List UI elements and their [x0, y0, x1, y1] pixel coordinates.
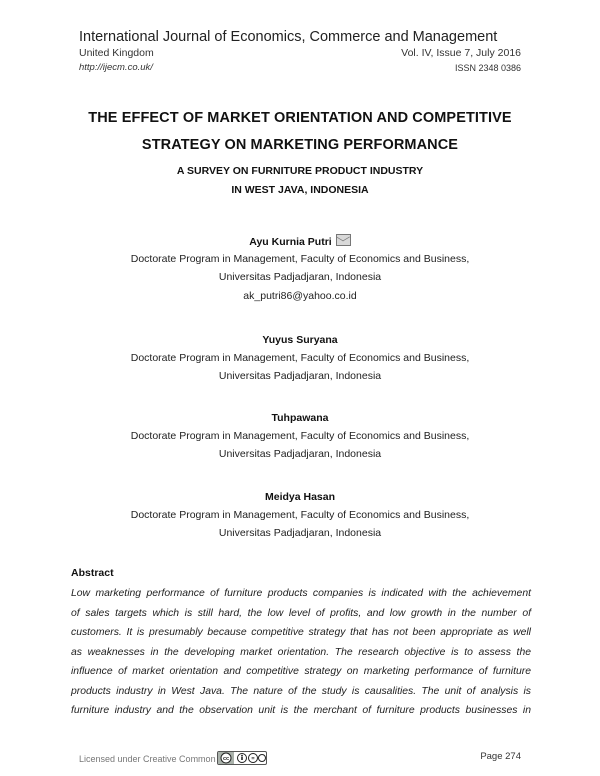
author-affiliation: Universitas Padjadjaran, Indonesia [218, 271, 382, 283]
page-number: Page 274 [480, 751, 521, 762]
paper-title-line2: STRATEGY ON MARKETING PERFORMANCE [141, 137, 459, 153]
abstract-line: Low marketing performance of furniture products companies is indicated with the achievement [71, 588, 531, 599]
author-affiliation: Universitas Padjadjaran, Indonesia [218, 527, 382, 539]
mail-icon[interactable] [336, 234, 351, 246]
author-affiliation: Doctorate Program in Management, Faculty of Economics and Business, [130, 509, 470, 521]
author-name: Tuhpawana [271, 412, 329, 424]
country: United Kingdom [79, 47, 154, 59]
creative-commons-icon[interactable] [217, 751, 267, 765]
author-name: Meidya Hasan [264, 491, 336, 503]
paper-subtitle-line2: IN WEST JAVA, INDONESIA [231, 184, 369, 196]
abstract-line: of sales targets which is still hard, the low level of profits, and low growth in the number of [71, 607, 531, 619]
abstract-line: furniture industry and the observation unit is the merchant of furniture products businesses in [71, 705, 531, 716]
author-affiliation: Doctorate Program in Management, Faculty of Economics and Business, [130, 352, 470, 364]
journal-title: International Journal of Economics, Commerce and Management [79, 29, 498, 45]
abstract-heading: Abstract [71, 567, 114, 579]
abstract-line: as weaknesses in the developing market orientation. The research objective is to assess the [71, 646, 531, 658]
author-affiliation: Doctorate Program in Management, Faculty of Economics and Business, [130, 430, 470, 442]
author-affiliation: Doctorate Program in Management, Faculty of Economics and Business, [130, 253, 470, 265]
issn: ISSN 2348 0386 [454, 63, 521, 73]
abstract-line: customers. It is presumably because competitive strategy that has not been appropriate as well [71, 627, 531, 638]
journal-url[interactable]: http://ijecm.co.uk/ [79, 62, 153, 73]
volume-issue: Vol. IV, Issue 7, July 2016 [401, 47, 521, 59]
author-affiliation: Universitas Padjadjaran, Indonesia [218, 448, 382, 460]
paper-subtitle-line1: A SURVEY ON FURNITURE PRODUCT INDUSTRY [176, 165, 424, 177]
license-note: Licensed under Creative Common cc = [79, 751, 267, 765]
abstract-line: products industry in West Java. The nature of the study is causalities. The unit of analysis is [71, 685, 531, 697]
author-name: Ayu Kurnia Putri [0, 234, 600, 248]
author-affiliation: Universitas Padjadjaran, Indonesia [218, 370, 382, 382]
author-name: Yuyus Suryana [262, 334, 338, 346]
abstract-line: influence of market orientation and competitive strategy on marketing performance of furniture [71, 666, 531, 677]
author-email[interactable]: ak_putri86@yahoo.co.id [243, 290, 357, 302]
svg-text:=: = [250, 756, 255, 762]
abstract-body [71, 584, 531, 721]
paper-title-line1: THE EFFECT OF MARKET ORIENTATION AND COMPETITIVE [88, 110, 512, 126]
svg-text:cc: cc [222, 756, 229, 762]
